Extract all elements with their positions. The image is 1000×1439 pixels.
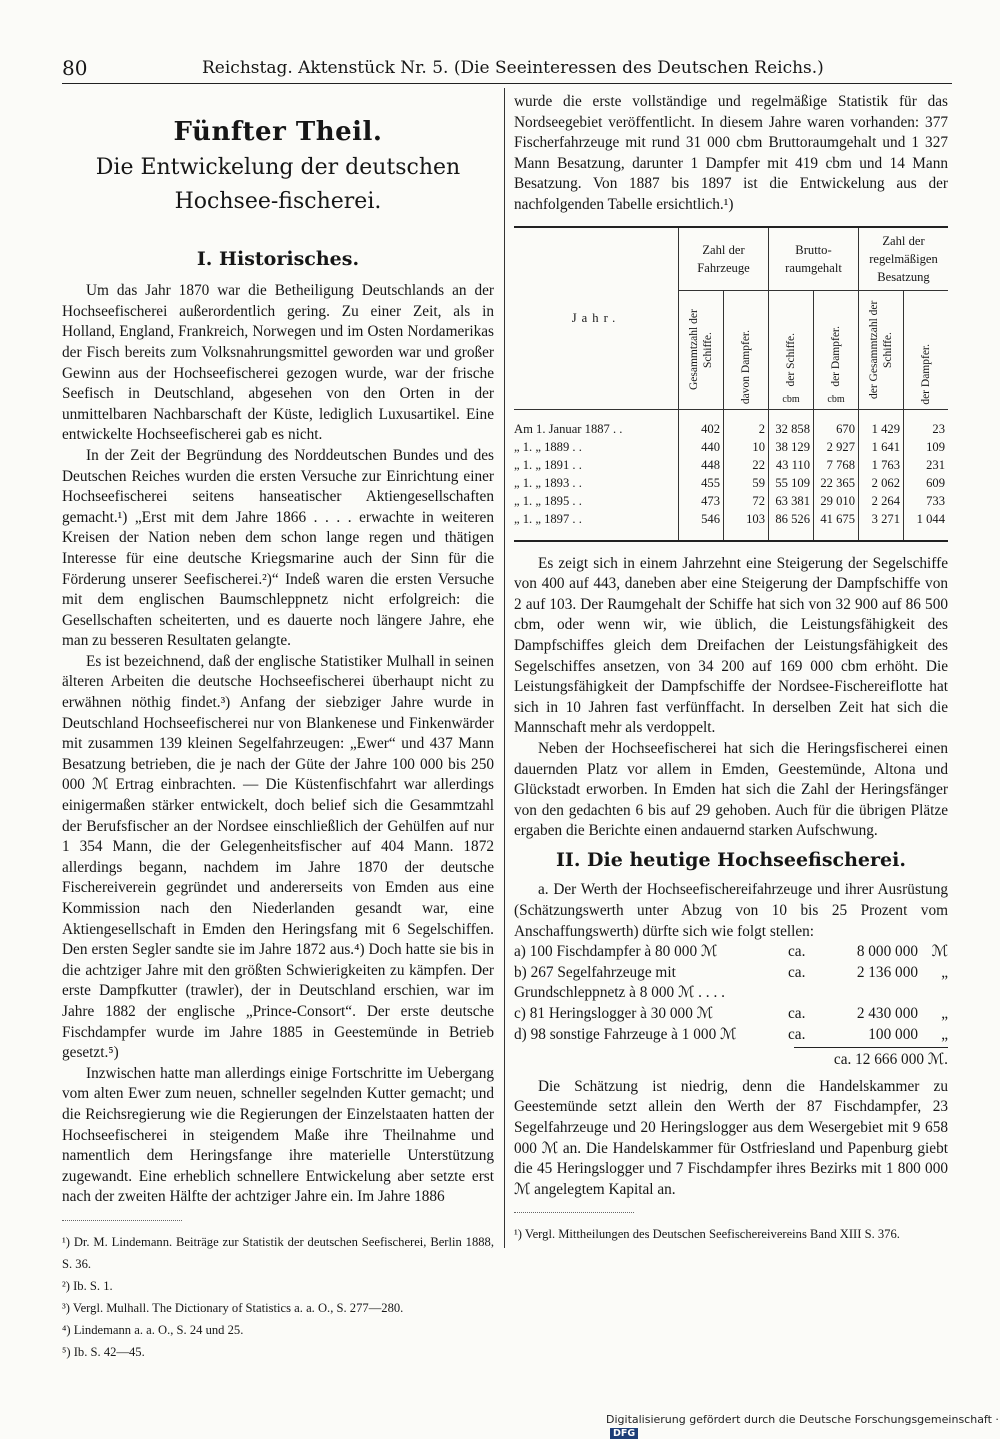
footnote-separator xyxy=(62,1220,182,1221)
paragraph: a. Der Werth der Hochseefischereifahrzeuge und ihrer Ausrüstung (Schätzungswerth unter Abzug von 10 bis 25 Prozent vom Anschaffungswerth) dürfte sich wie folgt stellen: xyxy=(514,881,948,940)
header-rule xyxy=(62,83,952,84)
paragraph: wurde die erste vollständige und regelmäßige Statistik für das Nordseegebiet veröffentlicht. In diesem Jahre waren vorhanden: 377 Fischerfahrzeuge mit rund 31 000 cbm Bruttoraumgehalt und 1 327 Mann Besatzung, darunter 1 Dampfer mit 419 cbm und 14 Mann Besatzung. Von 1887 bis 1897 ist die Entwickelung aus der nachfolgenden Tabelle ersichtlich.¹) xyxy=(514,93,948,213)
paragraph: Es zeigt sich in einem Jahrzehnt eine Steigerung der Segelschiffe von 400 auf 443, daneben aber eine Steigerung der Dampfschiffe von 2 auf 103. Der Raumgehalt der Schiffe hat sich von 32 900 auf 86 500 cbm, oder wenn wir, wie üblich, die Leistungsfähigkeit des Dampfschiffes gleich dem Dreifachen der Leistungsfähigkeit des Segelschiffes ansetzen, von 34 200 auf 169 000 cbm erhöht. Die Leistungsfähigkeit der Dampfschiffe der Nordsee-Fischereiflotte hat sich in 10 Jahren fast verfünffacht. In derselben Zeit hat sich die Mannschaft mehr als verdoppelt. xyxy=(514,554,948,737)
section-title-historisches: I. Historisches. xyxy=(196,247,360,270)
paragraph: Es ist bezeichnend, daß der englische Statistiker Mulhall in seinen älteren Arbeiten die deutsche Hochseefischerei überhaupt nicht zu erwähnen nöthig findet.³) Anfang der siebziger Jahre wurde in Deutschland Hochseefischerei nur von Blankenese und Finkenwärder mit zusammen 139 kleinen Segelfahrzeugen: „Ewer“ und 437 Mann Besatzung betrieben, die je nach der Güte der Jahre 100 000 bis 250 000 ℳ Ertrag einbrachten. — Die Küstenfischfahrt war allerdings einigermaßen stärker entwickelt, doch belief sich die Gesammtzahl der Berufsfischer an der Nordsee einschließlich der Gehülfen auf nur 1 354 Mann, die der Gelegenheitsfischer auf 404 Mann. 1872 allerdings begann, nachdem im Jahre 1870 der deutsche Fischereiverein gegründet und andererseits von Emden aus eine Kommission nach den Niederlanden gesandt war, eine Aktiengesellschaft in Emden den Heringsfang mit 6 Segelschiffen. Den ersten Segler sandte sie im Jahre 1872 aus.⁴) Doch hatte sie bis in die achtziger Jahre mit den größten Schwierigkeiten zu kämpfen. Der erste Dampfkutter (trawler), der in Deutschland erschien, war im Jahre 1882 der englische „Prince-Consort“. Der erste deutsche Fischdampfer wurde im Jahre 1885 in Geestemünde in Betrieb gesetzt.⁵) xyxy=(62,652,494,1062)
paragraph: Die Schätzung ist niedrig, denn die Handelskammer zu Geestemünde setzt allein den Werth der 87 Fischdampfer, 23 Segelfahrzeuge und 20 Heringslogger aus dem Wesergebiet mit 9 658 000 ℳ an. Die Handelskammer für Ostfriesland und Papenburg giebt die 45 Heringslogger und 7 Fischdampfer ihres Bezirks mit 1 800 000 ℳ angelegtem Kapital an. xyxy=(514,1077,948,1198)
unit-cbm: cbm xyxy=(782,393,800,405)
subheader-gesamt-schiffe: Gesammtzahl der Schiffe. xyxy=(679,290,724,409)
dfg-logo: DFG xyxy=(610,1428,638,1439)
running-title: Reichstag. Aktenstück Nr. 5. (Die Seeinteressen des Deutschen Reichs.) xyxy=(202,58,824,78)
left-column xyxy=(62,92,494,1363)
table-row: Am 1. Januar 1887 . . 402 2 32 858 670 1 429 23 xyxy=(514,409,948,438)
credit-text: Digitalisierung gefördert durch die Deutsche Forschungsgemeinschaft · xyxy=(606,1413,999,1426)
unit-cbm: cbm xyxy=(827,393,845,405)
subheader-raum-schiffe: der Schiffe. cbm xyxy=(769,290,814,409)
subheader-besatzung-dampfer: der Dampfer. xyxy=(904,290,949,409)
digitization-credit xyxy=(606,1413,1000,1439)
table-row: „ 1. „ 1891 . . 448 22 43 110 7 768 1 763 231 xyxy=(514,456,948,474)
statistics-table xyxy=(514,226,948,542)
footnote: ³) Vergl. Mulhall. The Dictionary of Statistics a. a. O., S. 277—280. xyxy=(62,1300,404,1315)
group-header-fahrzeuge: Zahl der Fahrzeuge xyxy=(679,227,769,291)
table-row: „ 1. „ 1897 . . 546 103 86 526 41 675 3 271 1 044 xyxy=(514,510,948,541)
section-title-heutige: II. Die heutige Hochseefischerei. xyxy=(556,848,906,871)
column-divider xyxy=(504,88,505,1248)
col-header-jahr: Jahr. xyxy=(514,227,679,410)
page-header xyxy=(62,50,952,84)
paragraph: Um das Jahr 1870 war die Betheiligung Deutschlands an der Hochseefischerei außerordentlich gering. Zu einer Zeit, als in Holland, England, Frankreich, Norwegen und im Osten Nordamerikas der Fisch bereits zum Volksnahrungsmittel geworden war und großer Gewinn aus der Hochseefischerei gezogen wurde, war der frische Seefisch in Deutschland, abgesehen von den Orten in der unmittelbaren Nachbarschaft der Küste, lediglich Luxusartikel. Eine entwickelte Hochseefischerei gab es nicht. xyxy=(62,282,494,444)
estimate-item: c) 81 Heringslogger à 30 000 ℳ ca. 2 430 000 „ xyxy=(514,1005,948,1023)
estimate-item: a) 100 Fischdampfer à 80 000 ℳ ca. 8 000 000 ℳ xyxy=(514,943,948,961)
footnote: ²) Ib. S. 1. xyxy=(62,1278,113,1293)
page-number: 80 xyxy=(62,56,88,80)
right-column xyxy=(514,92,948,1245)
table-row: „ 1. „ 1893 . . 455 59 55 109 22 365 2 062 609 xyxy=(514,474,948,492)
chapter-title: Die Entwickelung der deutschen Hochsee-fischerei. xyxy=(95,154,461,214)
footnote-separator xyxy=(514,1212,634,1213)
footnote: ⁵) Ib. S. 42—45. xyxy=(62,1344,145,1359)
estimate-total: ca. 12 666 000 ℳ. xyxy=(833,1051,948,1069)
group-header-raumgehalt: Brutto-raumgehalt xyxy=(769,227,859,291)
paragraph: Inzwischen hatte man allerdings einige Fortschritte im Uebergang vom alten Ewer zum neuen, schneller segelnden Kutter gemacht; und die Reichsregierung wie die Regierungen der Einzelstaaten hatten der Hochseefischerei in steigendem Maße ihre Theilnahme und namentlich dem Heringsfange ihre materielle Unterstützung zugewandt. Eine erheblich schnellere Entwickelung aber setzte erst nach der zweiten Hälfte der achtziger Jahre ein. Im Jahre 1886 xyxy=(62,1064,494,1206)
footnote: ⁴) Lindemann a. a. O., S. 24 und 25. xyxy=(62,1322,244,1337)
sum-rule xyxy=(794,1047,948,1048)
footnote: ¹) Vergl. Mittheilungen des Deutschen Seefischereivereins Band XIII S. 376. xyxy=(514,1227,900,1242)
table-row: „ 1. „ 1889 . . 440 10 38 129 2 927 1 641 109 xyxy=(514,438,948,456)
paragraph: Neben der Hochseefischerei hat sich die Heringsfischerei einen dauernden Platz vor allem in Emden, Geestemünde, Altona und Glückstadt erworben. In Emden hat sich die Zahl der Heringsfänger von den gedachten 6 bis auf 29 gehoben. Auch für die übrigen Plätze ergaben die Berichte einen andauernd starken Aufschwung. xyxy=(514,739,948,840)
estimate-item: d) 98 sonstige Fahrzeuge à 1 000 ℳ ca. 100 000 „ xyxy=(514,1025,948,1043)
group-header-besatzung: Zahl der regelmäßigen Besatzung xyxy=(859,227,949,291)
table-row: „ 1. „ 1895 . . 473 72 63 381 29 010 2 264 733 xyxy=(514,492,948,510)
subheader-davon-dampfer: davon Dampfer. xyxy=(724,290,769,409)
estimate-item: b) 267 Segelfahrzeuge mit Grundschleppnetz à 8 000 ℳ . . . . ca. 2 136 000 „ xyxy=(514,963,948,1002)
subheader-raum-dampfer: der Dampfer. cbm xyxy=(814,290,859,409)
estimate-list xyxy=(514,942,948,1071)
subheader-besatzung-gesamt: der Gesammtzahl der Schiffe. xyxy=(859,290,904,409)
part-title: Fünfter Theil. xyxy=(173,117,383,147)
footnote: ¹) Dr. M. Lindemann. Beiträge zur Statistik der deutschen Seefischerei, Berlin 1888, S. 36. xyxy=(62,1234,494,1271)
paragraph: In der Zeit der Begründung des Norddeutschen Bundes und des Deutschen Reiches wurden die ersten Versuche zur Einrichtung einer Hochseefischerei seitens hanseatischer Aktiengesellschaften gemacht.¹) „Erst mit dem Jahre 1866 . . . . erwachte in weiteren Kreisen der Nation neben dem schon lange regen und thätigen Interesse für eine deutsche Kriegsmarine auch der Sinn für die Förderung unserer Seefischerei.²)“ Indeß waren die ersten Versuche mit dem englischen Baumschleppnetz nicht erfolgreich: die Gesellschaften scheiterten, und es dauerte noch längere Jahre, ehe man zu besseren Resultaten gelangte. xyxy=(62,446,494,650)
